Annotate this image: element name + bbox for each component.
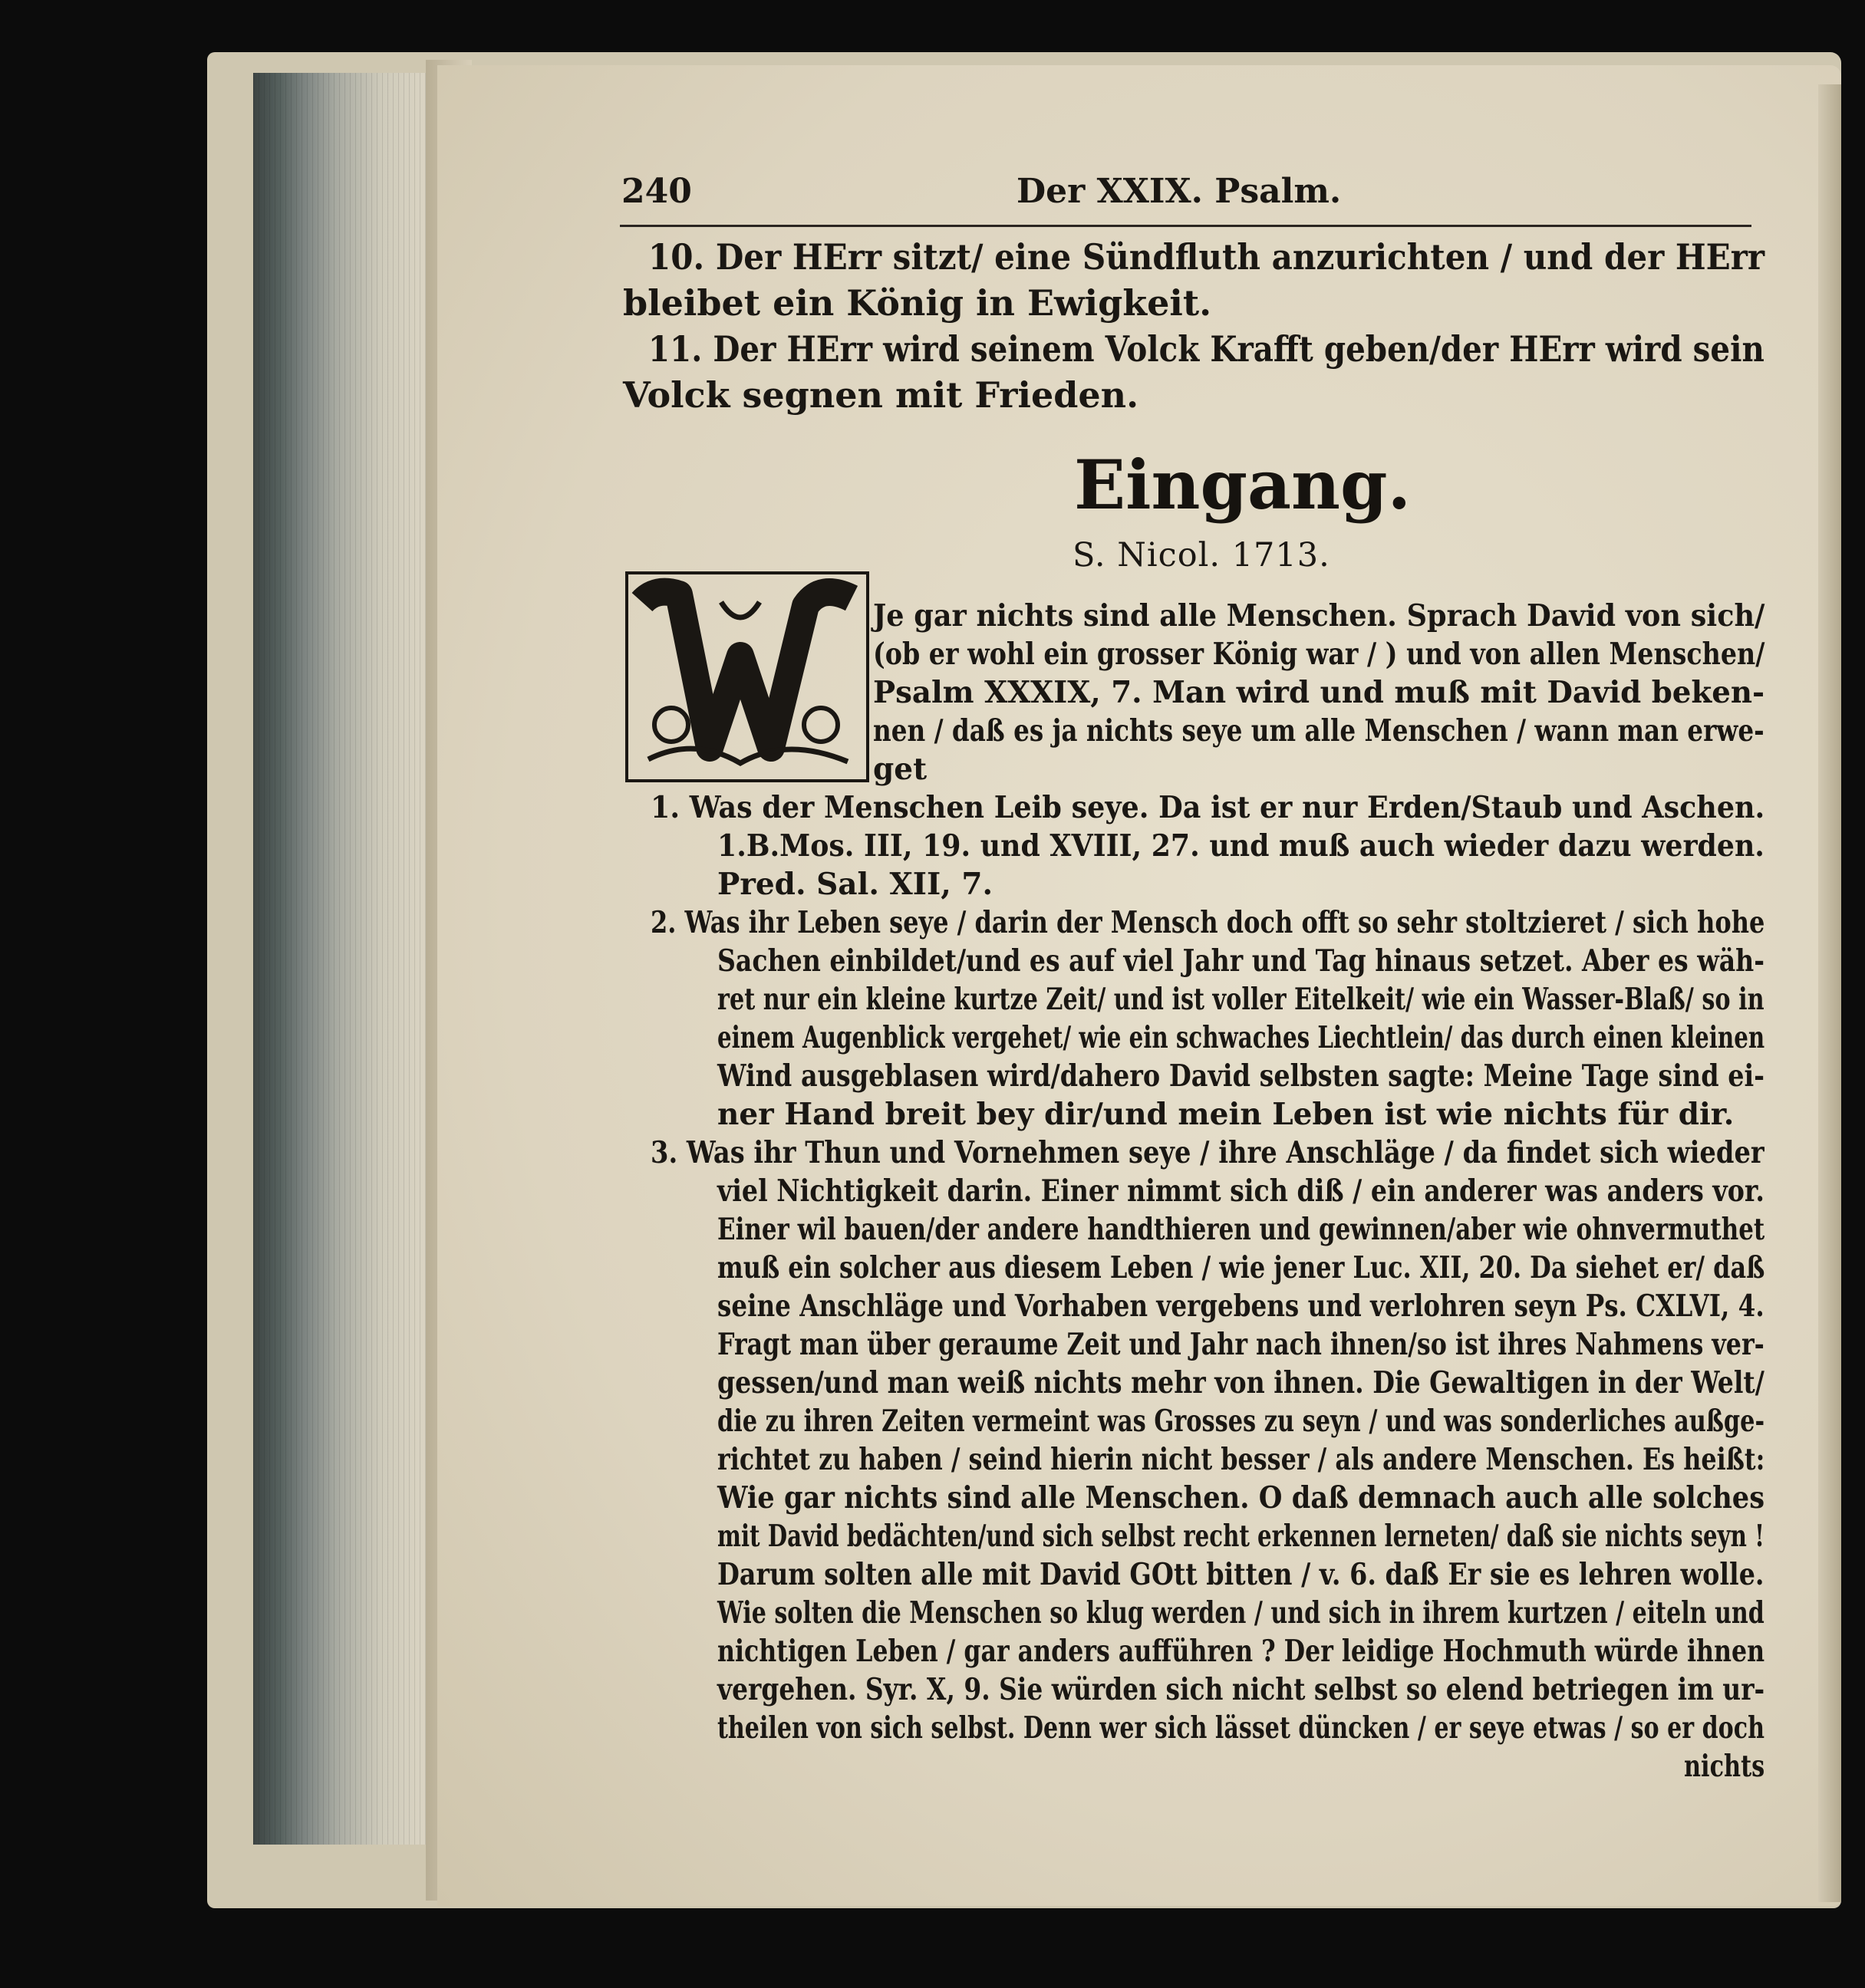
drop-initial-letter: W — [743, 703, 752, 712]
body-line: 3. Was ihr Thun und Vornehmen seye / ihre Anschläge / da findet sich wieder — [651, 1135, 1765, 1170]
catchword: nichts — [1684, 1749, 1765, 1784]
body-line: Fragt man über geraume Zeit und Jahr nach ihnen/so ist ihres Nahmens ver- — [717, 1327, 1765, 1362]
body-line: 2. Was ihr Leben seye / darin der Mensch doch offt so sehr stoltzieret / sich hohe — [651, 905, 1765, 940]
body-line: Wind ausgeblasen wird/dahero David selbsten sagte: Meine Tage sind ei- — [717, 1058, 1765, 1094]
verse-10-line-2: bleibet ein König in Ewigkeit. — [623, 282, 1212, 324]
body-line: ret nur ein kleine kurtze Zeit/ und ist voller Eitelkeit/ wie ein Wasser-Blaß/ so in — [717, 982, 1765, 1017]
verse-10-line-1: 10. Der HErr sitzt/ eine Sündfluth anzurichten / und der HErr — [648, 236, 1765, 278]
body-line: gessen/und man weiß nichts mehr von ihnen. Die Gewaltigen in der Welt/ — [717, 1365, 1765, 1400]
body-line: theilen von sich selbst. Denn wer sich lässet düncken / er seye etwas / so er doch — [717, 1710, 1765, 1746]
body-line: Einer wil bauen/der andere handthieren und gewinnen/aber wie ohnvermuthet — [717, 1212, 1765, 1247]
body-line: Wie gar nichts sind alle Menschen. O daß demnach auch alle solches — [717, 1480, 1765, 1516]
section-subtitle: S. Nicol. 1713. — [1073, 536, 1330, 574]
intro-line-1: Je gar nichts sind alle Menschen. Sprach David von sich/ — [873, 598, 1765, 634]
body-line: Darum solten alle mit David GOtt bitten / v. 6. daß Er sie es lehren wolle. — [717, 1557, 1765, 1592]
verse-11-line-1: 11. Der HErr wird seinem Volck Krafft geben/der HErr wird sein — [648, 328, 1765, 370]
body-line: viel Nichtigkeit darin. Einer nimmt sich diß / ein anderer was anders vor. — [717, 1173, 1765, 1209]
body-line: Sachen einbildet/und es auf viel Jahr und Tag hinaus setzet. Aber es wäh- — [717, 943, 1765, 979]
body-line: nichtigen Leben / gar anders aufführen ? Der leidige Hochmuth würde ihnen — [717, 1634, 1765, 1669]
body-line: 1.B.Mos. III, 19. und XVIII, 27. und muß auch wieder dazu werden. — [717, 828, 1765, 864]
intro-line-5: get — [873, 752, 928, 787]
drop-initial-w-icon — [625, 571, 869, 782]
intro-line-4: nen / daß es ja nichts seye um alle Menschen / wann man erwe- — [873, 713, 1765, 749]
page-block-lines — [253, 73, 437, 1845]
header-rule — [620, 225, 1751, 227]
body-line: richtet zu haben / seind hierin nicht besser / als andere Menschen. Es heißt: — [717, 1442, 1765, 1477]
section-title: Eingang. — [1074, 445, 1412, 525]
body-line: die zu ihren Zeiten vermeint was Grosses zu seyn / und was sonderliches außge- — [717, 1404, 1765, 1439]
running-title: Der XXIX. Psalm. — [1017, 172, 1342, 211]
body-line: Wie solten die Menschen so klug werden / und sich in ihrem kurtzen / eiteln und — [717, 1595, 1765, 1631]
body-line: mit David bedächten/und sich selbst recht erkennen lerneten/ daß sie nichts seyn ! — [717, 1519, 1765, 1554]
body-line: Pred. Sal. XII, 7. — [717, 867, 993, 902]
page-right-edge — [1818, 84, 1841, 1902]
body-line: vergehen. Syr. X, 9. Sie würden sich nicht selbst so elend betriegen im ur- — [717, 1672, 1765, 1707]
body-line: ner Hand breit bey dir/und mein Leben ist wie nichts für dir. — [717, 1097, 1735, 1132]
body-line: einem Augenblick vergehet/ wie ein schwaches Liechtlein/ das durch einen kleinen — [717, 1020, 1765, 1055]
verse-11-line-2: Volck segnen mit Frieden. — [623, 374, 1139, 416]
page-number: 240 — [621, 172, 692, 211]
intro-line-2: (ob er wohl ein grosser König war / ) und von allen Menschen/ — [873, 637, 1765, 672]
body-line: muß ein solcher aus diesem Leben / wie jener Luc. XII, 20. Da siehet er/ daß — [717, 1250, 1765, 1285]
intro-line-3: Psalm XXXIX, 7. Man wird und muß mit David beken- — [873, 675, 1765, 710]
body-line: 1. Was der Menschen Leib seye. Da ist er nur Erden/Staub und Aschen. — [651, 790, 1765, 825]
body-line: seine Anschläge und Vorhaben vergebens und verlohren seyn Ps. CXLVI, 4. — [717, 1289, 1765, 1324]
